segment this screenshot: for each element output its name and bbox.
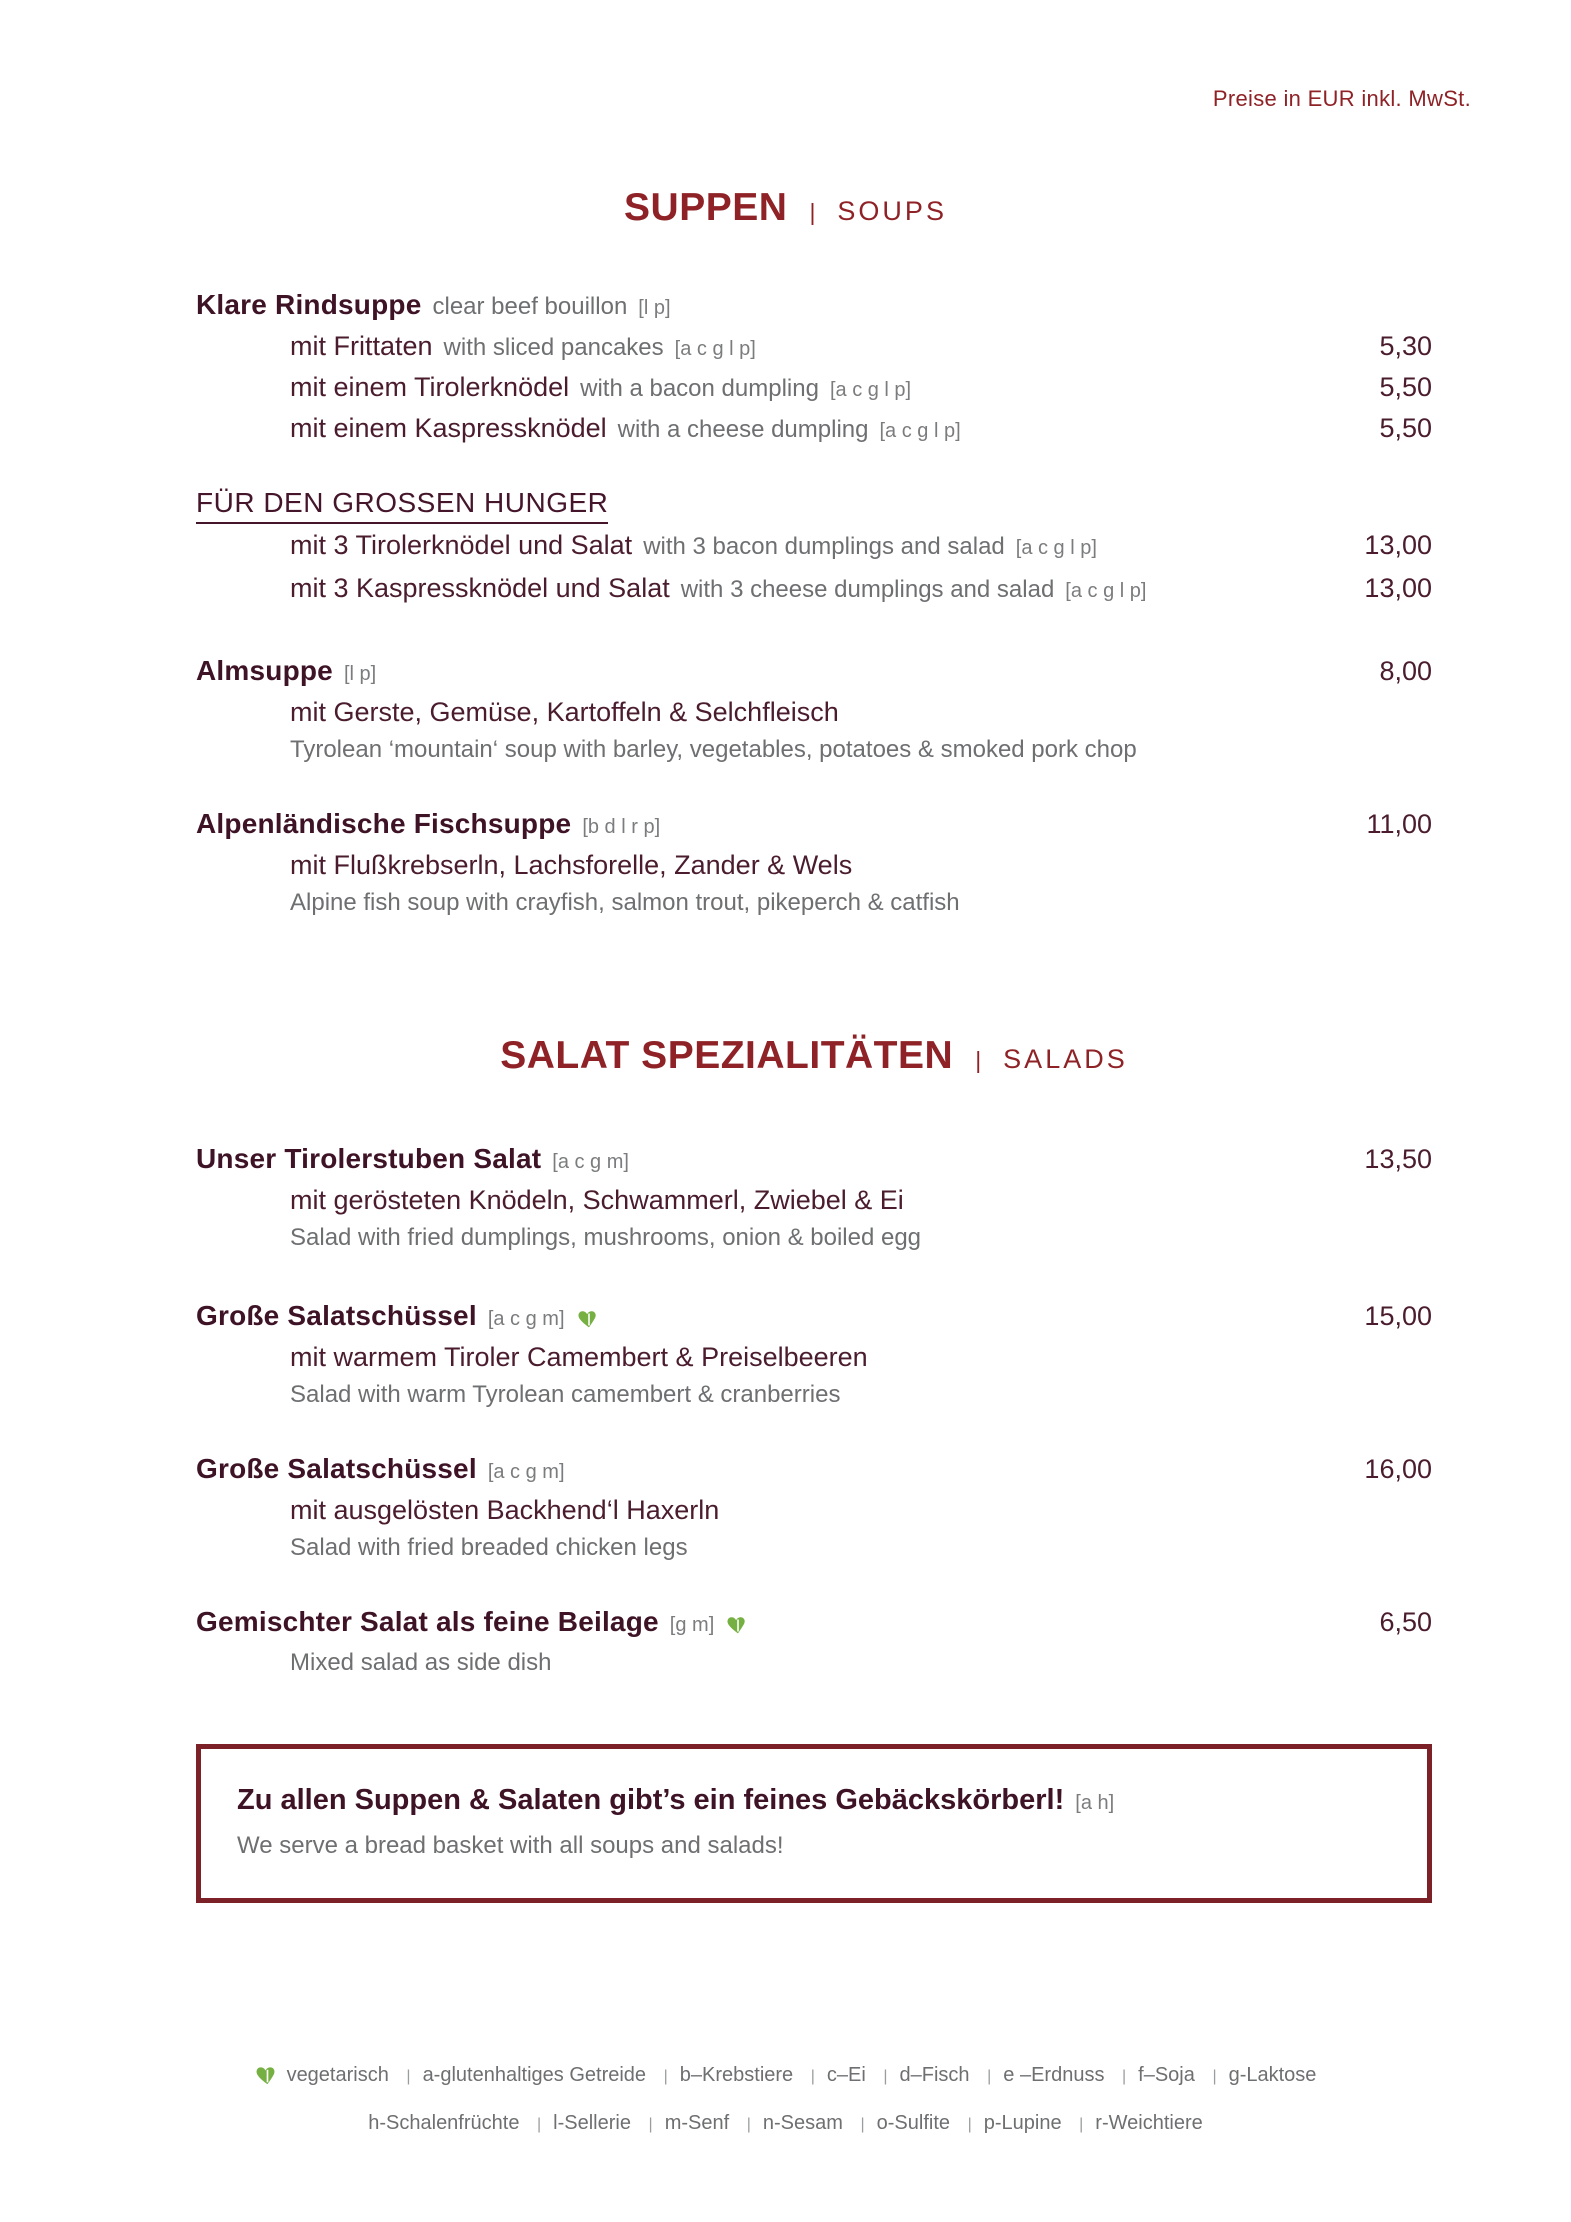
item-name: Almsuppe: [196, 655, 333, 686]
legend-entry: f–Soja: [1138, 2064, 1195, 2086]
legend-separator: |: [1122, 2068, 1127, 2085]
legend-separator: |: [1212, 2068, 1217, 2085]
allergen-codes: [a c g l p]: [879, 420, 961, 442]
menu-item-almsuppe: [196, 652, 1432, 769]
price: 13,00: [1364, 573, 1432, 603]
price: 5,50: [1379, 372, 1432, 402]
legend-entry: b–Krebstiere: [679, 2064, 794, 2086]
item-name: Alpenländische Fischsuppe: [196, 808, 572, 839]
legend-separator: |: [663, 2068, 668, 2085]
variant-en: with 3 cheese dumplings and salad: [680, 576, 1055, 603]
variant-row: [196, 327, 1432, 368]
price: 6,50: [1379, 1607, 1432, 1637]
section-title-en: SOUPS: [837, 196, 947, 226]
menu-item-tirolerstuben-salat: [196, 1140, 1432, 1257]
subsection-title: FÜR DEN GROSSEN HUNGER: [196, 486, 608, 524]
heading-divider: |: [809, 199, 816, 225]
item-desc-en: Salad with fried dumplings, mushrooms, onion & boiled egg: [290, 1224, 922, 1251]
item-desc-en: Mixed salad as side dish: [290, 1649, 552, 1676]
section-title-en: SALADS: [1003, 1044, 1128, 1074]
legend-separator: |: [967, 2116, 972, 2133]
variant-en: with a cheese dumpling: [617, 416, 869, 443]
section-title-de: SALAT SPEZIALITÄTEN: [500, 1034, 954, 1077]
legend-separator: |: [746, 2116, 751, 2133]
vegetarian-icon: [255, 2062, 280, 2087]
variant-de: mit 3 Kaspressknödel und Salat: [290, 573, 670, 603]
price: 13,00: [1364, 530, 1432, 560]
price: 15,00: [1364, 1301, 1432, 1331]
item-desc-de: mit warmem Tiroler Camembert & Preiselbeeren: [290, 1342, 868, 1372]
item-desc-en: Alpine fish soup with crayfish, salmon trout, pikeperch & catfish: [290, 889, 960, 916]
item-head-row: [196, 286, 1432, 327]
legend-entry: p-Lupine: [983, 2112, 1062, 2134]
item-name: Große Salatschüssel: [196, 1453, 477, 1484]
item-name: Gemischter Salat als feine Beilage: [196, 1606, 659, 1637]
legend-entry: e –Erdnuss: [1003, 2064, 1105, 2086]
allergen-codes: [l p]: [343, 663, 377, 685]
legend-separator: |: [648, 2116, 653, 2133]
allergen-codes: [a c g m]: [487, 1461, 565, 1483]
item-desc-en: Salad with fried breaded chicken legs: [290, 1534, 688, 1561]
tax-note: Preise in EUR inkl. MwSt.: [1212, 86, 1471, 111]
legend-row-2: [0, 2100, 1571, 2148]
price: 5,50: [1379, 413, 1432, 443]
allergen-codes: [a c g l p]: [829, 379, 912, 401]
price: 13,50: [1364, 1144, 1432, 1174]
menu-item-beilagensalat: [196, 1603, 1432, 1682]
variant-en: with 3 bacon dumplings and salad: [643, 533, 1005, 560]
legend-separator: |: [810, 2068, 815, 2085]
menu-item-salatschuessel-backhendl: [196, 1450, 1432, 1567]
item-desc-de: mit gerösteten Knödeln, Schwammerl, Zwiebel & Ei: [290, 1185, 904, 1215]
allergen-codes: [a c g l p]: [674, 338, 756, 360]
legend-separator: |: [987, 2068, 992, 2085]
variant-row: [196, 409, 1432, 450]
heading-divider: |: [975, 1047, 982, 1073]
legend-entry: l-Sellerie: [553, 2112, 631, 2134]
allergen-codes: [a c g m]: [552, 1151, 629, 1173]
item-name: Klare Rindsuppe: [196, 289, 422, 320]
section-title-de: SUPPEN: [624, 186, 788, 229]
allergen-codes: [a h]: [1075, 1792, 1115, 1814]
price: 5,30: [1379, 331, 1432, 361]
item-desc-de: mit Flußkrebserln, Lachsforelle, Zander & Wels: [290, 850, 853, 880]
legend-entry: m-Senf: [664, 2112, 730, 2134]
variant-de: mit einem Tirolerknödel: [290, 372, 570, 402]
item-name: Große Salatschüssel: [196, 1300, 477, 1331]
item-head-row: [196, 652, 1432, 693]
legend-entry: vegetarisch: [286, 2064, 389, 2086]
legend-separator: |: [883, 2068, 888, 2085]
variant-en: with sliced pancakes: [443, 334, 664, 361]
menu-item-fischsuppe: [196, 805, 1432, 922]
allergen-legend: [0, 2052, 1571, 2148]
variant-de: mit 3 Tirolerknödel und Salat: [290, 530, 633, 560]
allergen-codes: [a c g l p]: [1015, 537, 1097, 559]
item-head-row: [196, 1140, 1432, 1181]
menu-item-grosser-hunger: [196, 486, 1432, 610]
note-bold-text: Zu allen Suppen & Salaten gibt’s ein feines Gebäckskörberl!: [237, 1784, 1065, 1816]
variant-row: [196, 569, 1432, 610]
legend-entry: g-Laktose: [1228, 2064, 1317, 2086]
variant-row: [196, 368, 1432, 409]
price: 11,00: [1366, 809, 1432, 839]
note-bold-row: [237, 1781, 1391, 1822]
legend-separator: |: [406, 2068, 411, 2085]
allergen-codes: [a c g l p]: [1065, 580, 1147, 602]
item-head-row: [196, 805, 1432, 846]
vegetarian-icon: [726, 1612, 750, 1636]
item-desc-de: mit ausgelösten Backhend‘l Haxerln: [290, 1495, 720, 1525]
note-en-text: We serve a bread basket with all soups and salads!: [237, 1832, 784, 1859]
legend-entry: d–Fisch: [899, 2064, 970, 2086]
legend-separator: |: [537, 2116, 542, 2133]
menu-item-rindsuppe: [196, 286, 1432, 450]
section-heading-salads: [196, 1034, 1432, 1078]
item-desc-en: Tyrolean ‘mountain‘ soup with barley, vegetables, potatoes & smoked pork chop: [290, 736, 1137, 763]
allergen-codes: [b d l r p]: [582, 816, 661, 838]
legend-entry: h-Schalenfrüchte: [368, 2112, 520, 2134]
legend-entry: c–Ei: [826, 2064, 866, 2086]
bread-basket-note-box: [196, 1744, 1432, 1903]
legend-entry: a-glutenhaltiges Getreide: [422, 2064, 647, 2086]
legend-row-1: [0, 2052, 1571, 2100]
vegetarian-icon: [577, 1306, 601, 1330]
allergen-codes: [a c g m]: [487, 1308, 565, 1330]
item-head-row: [196, 1450, 1432, 1491]
item-name: Unser Tirolerstuben Salat: [196, 1143, 542, 1174]
price: 16,00: [1364, 1454, 1432, 1484]
legend-separator: |: [860, 2116, 865, 2133]
menu-body: [0, 286, 1571, 1903]
subsection-title-row: [196, 486, 1432, 524]
price: 8,00: [1379, 656, 1432, 686]
menu-item-salatschuessel-camembert: [196, 1297, 1432, 1414]
allergen-codes: [l p]: [638, 297, 671, 319]
variant-de: mit Frittaten: [290, 331, 433, 361]
item-head-row: [196, 1297, 1432, 1338]
variant-de: mit einem Kaspressknödel: [290, 413, 607, 443]
legend-separator: |: [1079, 2116, 1084, 2133]
item-head-row: [196, 1603, 1432, 1644]
variant-row: [196, 526, 1432, 567]
legend-entry: n-Sesam: [762, 2112, 843, 2134]
item-desc-en: Salad with warm Tyrolean camembert & cranberries: [290, 1381, 841, 1408]
variant-en: with a bacon dumpling: [580, 375, 819, 402]
item-desc-de: mit Gerste, Gemüse, Kartoffeln & Selchfleisch: [290, 697, 839, 727]
legend-entry: o-Sulfite: [876, 2112, 951, 2134]
legend-entry: r-Weichtiere: [1095, 2112, 1203, 2134]
item-name-en: clear beef bouillon: [432, 293, 628, 320]
section-heading-soups: [0, 0, 1571, 230]
allergen-codes: [g m]: [669, 1614, 715, 1636]
